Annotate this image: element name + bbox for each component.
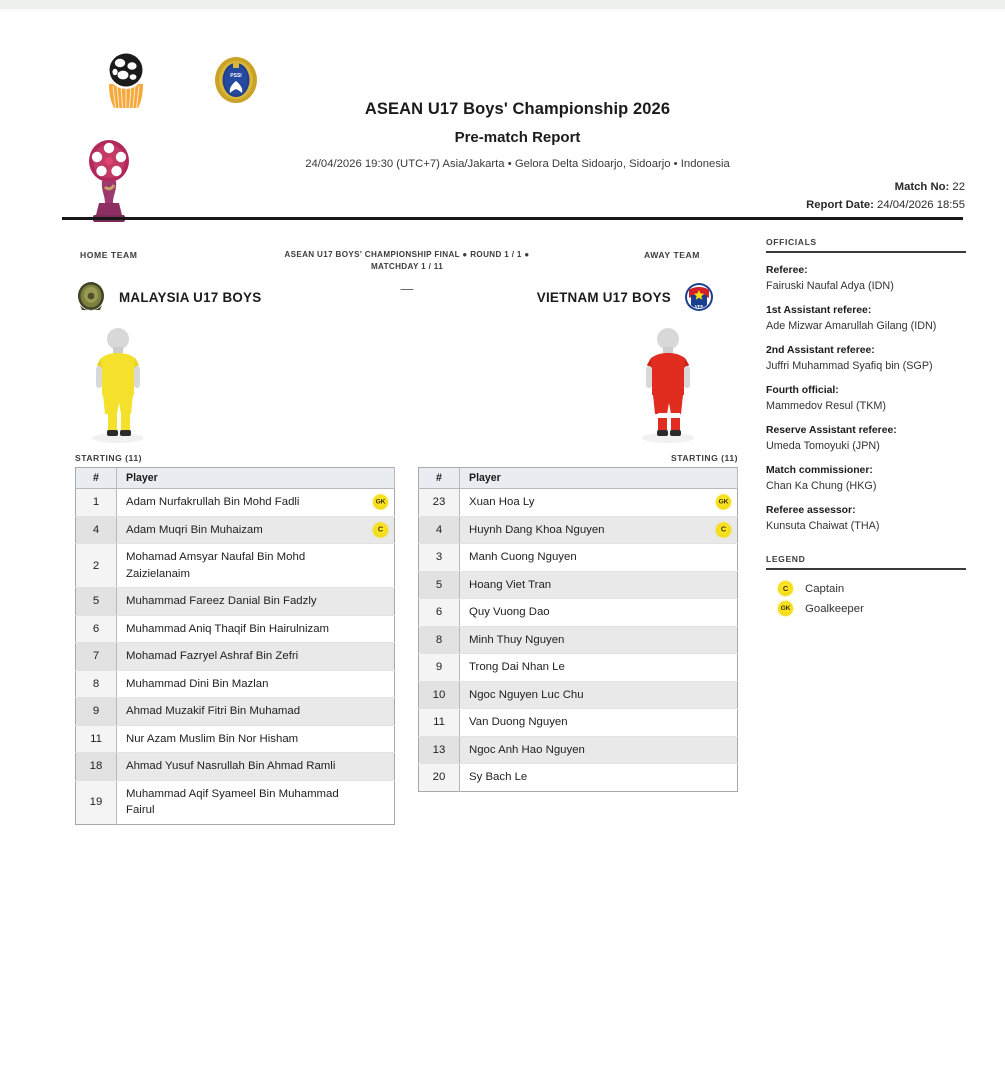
home-player-number: 18 xyxy=(76,753,117,781)
home-player-name: Nur Azam Muslim Bin Nor Hisham xyxy=(126,732,299,745)
home-player-number: 2 xyxy=(76,544,117,588)
official-name: Kunsuta Chaiwat (THA) xyxy=(766,520,880,532)
home-player-number: 7 xyxy=(76,643,117,671)
table-row[interactable] xyxy=(76,753,395,781)
home-team-block xyxy=(76,281,261,313)
home-player-number: 8 xyxy=(76,670,117,698)
table-row[interactable] xyxy=(419,516,738,544)
away-col-player: Player xyxy=(460,468,738,489)
report-page xyxy=(0,12,1005,1078)
away-player-number: 10 xyxy=(419,681,460,709)
official-role: Match commissioner: xyxy=(766,465,873,476)
table-row[interactable] xyxy=(419,736,738,764)
away-player-cell xyxy=(460,516,738,544)
svg-text:PSSI: PSSI xyxy=(230,73,242,79)
official-item xyxy=(766,464,966,494)
away-player-number: 6 xyxy=(419,599,460,627)
official-name: Mammedov Resul (TKM) xyxy=(766,400,886,412)
away-player-number: 13 xyxy=(419,736,460,764)
away-player-name: Hoang Viet Tran xyxy=(469,578,552,591)
teams-header-row xyxy=(62,225,752,296)
away-player-name: Trong Dai Nhan Le xyxy=(469,661,565,673)
vietnam-crest-icon xyxy=(684,281,714,313)
away-player-number: 4 xyxy=(419,516,460,544)
svg-text:VFF: VFF xyxy=(694,304,704,309)
official-item xyxy=(766,304,966,334)
home-player-number: 9 xyxy=(76,698,117,726)
home-player-name: Muhammad Fareez Danial Bin Fadzly xyxy=(126,595,317,607)
away-player-cell xyxy=(460,764,738,792)
malaysia-crest-icon xyxy=(76,281,106,313)
report-date-label: Report Date: xyxy=(806,199,874,211)
away-player-cell xyxy=(460,599,738,627)
home-player-name: Muhammad Aniq Thaqif Bin Hairulnizam xyxy=(126,622,330,635)
table-row[interactable] xyxy=(76,615,395,643)
away-lineup-block xyxy=(418,453,738,792)
away-player-name: Manh Cuong Nguyen xyxy=(469,551,577,563)
legend-section xyxy=(766,554,966,616)
legend-item xyxy=(766,601,966,616)
officials-section-title: OFFICIALS xyxy=(766,237,817,247)
venue-datetime-line: 24/04/2026 19:30 (UTC+7) Asia/Jakarta • Gelora Delta Sidoarjo, Sidoarjo • Indonesia xyxy=(305,158,730,170)
report-header xyxy=(0,12,1005,210)
table-row[interactable] xyxy=(419,764,738,792)
away-team-block xyxy=(537,281,714,313)
table-row[interactable] xyxy=(419,654,738,682)
officials-list xyxy=(766,264,966,534)
title-block xyxy=(295,100,740,173)
away-player-cell xyxy=(460,489,738,517)
home-player-cell xyxy=(117,725,395,753)
home-player-cell xyxy=(117,698,395,726)
away-kit-figure xyxy=(626,325,710,443)
official-role: 2nd Assistant referee: xyxy=(766,345,875,356)
home-player-name: Muhammad Dini Bin Mazlan xyxy=(126,677,269,690)
match-number-value: 22 xyxy=(952,181,965,193)
official-item xyxy=(766,384,966,414)
table-row[interactable] xyxy=(76,698,395,726)
table-row[interactable] xyxy=(76,780,395,824)
away-col-number: # xyxy=(419,468,460,489)
away-starting-label: STARTING (11) xyxy=(671,453,738,463)
away-player-number: 8 xyxy=(419,626,460,654)
official-name: Juffri Muhammad Syafiq bin (SGP) xyxy=(766,360,933,372)
away-player-name: Huynh Dang Khoa Nguyen xyxy=(469,523,605,536)
table-row[interactable] xyxy=(419,571,738,599)
official-item xyxy=(766,264,966,294)
away-player-cell xyxy=(460,626,738,654)
table-row[interactable] xyxy=(76,544,395,588)
home-player-number: 5 xyxy=(76,588,117,616)
sidebar-column xyxy=(766,237,966,616)
captain-badge-icon: C xyxy=(778,581,793,596)
captain-badge-icon: C xyxy=(716,522,731,537)
away-player-name: Minh Thuy Nguyen xyxy=(469,633,565,646)
home-lineup-header-row xyxy=(76,468,395,489)
table-row[interactable] xyxy=(419,709,738,737)
official-role: Referee: xyxy=(766,265,808,276)
away-player-number: 23 xyxy=(419,489,460,517)
legend-section-title: LEGEND xyxy=(766,554,806,564)
match-number-label: Match No: xyxy=(894,181,950,193)
away-player-number: 3 xyxy=(419,544,460,572)
away-player-cell xyxy=(460,654,738,682)
away-player-cell xyxy=(460,544,738,572)
match-main-column xyxy=(62,225,752,816)
header-divider xyxy=(62,217,963,220)
home-player-name: Ahmad Yusuf Nasrullah Bin Ahmad Ramli xyxy=(126,760,336,772)
home-player-name: Mohamad Fazryel Ashraf Bin Zefri xyxy=(126,650,299,662)
away-player-cell xyxy=(460,571,738,599)
official-role: Reserve Assistant referee: xyxy=(766,425,897,436)
official-name: Umeda Tomoyuki (JPN) xyxy=(766,440,880,452)
away-lineup-table xyxy=(418,467,738,792)
home-col-player: Player xyxy=(117,468,395,489)
match-number-row xyxy=(806,178,965,196)
away-player-name: Van Duong Nguyen xyxy=(469,716,568,728)
official-name: Chan Ka Chung (HKG) xyxy=(766,480,877,492)
home-player-name: Adam Nurfakrullah Bin Mohd Fadli xyxy=(126,496,300,508)
legend-label: Captain xyxy=(805,582,845,595)
home-player-cell xyxy=(117,670,395,698)
stage-round-matchday: ASEAN U17 BOYS' CHAMPIONSHIP FINAL ● ROUND 1 / 1 ● MATCHDAY 1 / 11 xyxy=(284,250,530,271)
table-row[interactable] xyxy=(76,643,395,671)
home-player-cell xyxy=(117,588,395,616)
goalkeeper-badge-icon: GK xyxy=(373,495,388,510)
home-starting-label: STARTING (11) xyxy=(75,453,142,463)
home-player-cell xyxy=(117,544,395,588)
home-player-name: Mohamad Amsyar Naufal Bin Mohd Zaizielanaim xyxy=(126,551,306,580)
page-top-strip xyxy=(0,0,1005,9)
table-row[interactable] xyxy=(419,489,738,517)
official-role: Fourth official: xyxy=(766,385,839,396)
score-placeholder: — xyxy=(400,281,414,296)
table-row[interactable] xyxy=(76,725,395,753)
table-row[interactable] xyxy=(419,681,738,709)
official-item xyxy=(766,504,966,534)
legend-item xyxy=(766,581,966,596)
table-row[interactable] xyxy=(76,588,395,616)
home-player-cell xyxy=(117,643,395,671)
legend-label: Goalkeeper xyxy=(805,602,864,615)
report-date-value: 24/04/2026 18:55 xyxy=(877,199,965,211)
official-role: 1st Assistant referee: xyxy=(766,305,872,316)
official-name: Fairuski Naufal Adya (IDN) xyxy=(766,280,894,292)
officials-divider xyxy=(766,251,966,253)
home-player-cell xyxy=(117,489,395,517)
report-title: Pre-match Report xyxy=(454,129,581,146)
away-player-number: 5 xyxy=(419,571,460,599)
home-team-label: HOME TEAM xyxy=(80,250,138,260)
home-player-name: Muhammad Aqif Syameel Bin Muhammad Fairul xyxy=(126,787,339,816)
away-team-name: VIETNAM U17 BOYS xyxy=(536,289,671,305)
home-player-number: 19 xyxy=(76,780,117,824)
away-team-label: AWAY TEAM xyxy=(643,250,700,260)
table-row[interactable] xyxy=(419,626,738,654)
legend-list xyxy=(766,581,966,616)
pssi-crest-logo-icon xyxy=(213,56,259,104)
home-col-number: # xyxy=(76,468,117,489)
away-player-name: Sy Bach Le xyxy=(469,771,528,783)
match-meta xyxy=(806,178,965,214)
home-player-cell xyxy=(117,516,395,544)
table-row[interactable] xyxy=(76,670,395,698)
away-player-number: 20 xyxy=(419,764,460,792)
home-player-number: 4 xyxy=(76,516,117,544)
official-item xyxy=(766,424,966,454)
home-player-number: 11 xyxy=(76,725,117,753)
home-kit-figure xyxy=(76,325,160,443)
home-lineup-block xyxy=(75,453,395,825)
away-player-name: Ngoc Nguyen Luc Chu xyxy=(469,688,584,701)
table-row[interactable] xyxy=(419,599,738,627)
legend-divider xyxy=(766,568,966,570)
home-player-number: 1 xyxy=(76,489,117,517)
away-player-cell xyxy=(460,681,738,709)
table-row[interactable] xyxy=(76,516,395,544)
away-player-name: Xuan Hoa Ly xyxy=(469,496,535,508)
official-name: Ade Mizwar Amarullah Gilang (IDN) xyxy=(766,320,937,332)
away-player-name: Ngoc Anh Hao Nguyen xyxy=(469,743,585,756)
home-lineup-table xyxy=(75,467,395,825)
goalkeeper-badge-icon: GK xyxy=(778,601,793,616)
official-role: Referee assessor: xyxy=(766,505,856,516)
competition-title: ASEAN U17 Boys' Championship 2026 xyxy=(364,100,671,118)
away-player-cell xyxy=(460,709,738,737)
home-player-cell xyxy=(117,753,395,781)
goalkeeper-badge-icon: GK xyxy=(716,495,731,510)
home-player-cell xyxy=(117,615,395,643)
table-row[interactable] xyxy=(419,544,738,572)
table-row[interactable] xyxy=(76,489,395,517)
home-player-name: Ahmad Muzakif Fitri Bin Muhamad xyxy=(126,705,301,717)
home-player-cell xyxy=(117,780,395,824)
away-player-number: 9 xyxy=(419,654,460,682)
home-player-name: Adam Muqri Bin Muhaizam xyxy=(126,523,263,536)
fifa-globe-logo-icon xyxy=(98,48,154,110)
away-player-name: Quy Vuong Dao xyxy=(469,606,550,618)
away-player-cell xyxy=(460,736,738,764)
away-lineup-header-row xyxy=(419,468,738,489)
home-team-name: MALAYSIA U17 BOYS xyxy=(119,289,262,305)
report-date-row xyxy=(806,196,965,214)
away-player-number: 11 xyxy=(419,709,460,737)
captain-badge-icon: C xyxy=(373,522,388,537)
trophy-logo-icon xyxy=(86,137,132,225)
official-item xyxy=(766,344,966,374)
home-player-number: 6 xyxy=(76,615,117,643)
